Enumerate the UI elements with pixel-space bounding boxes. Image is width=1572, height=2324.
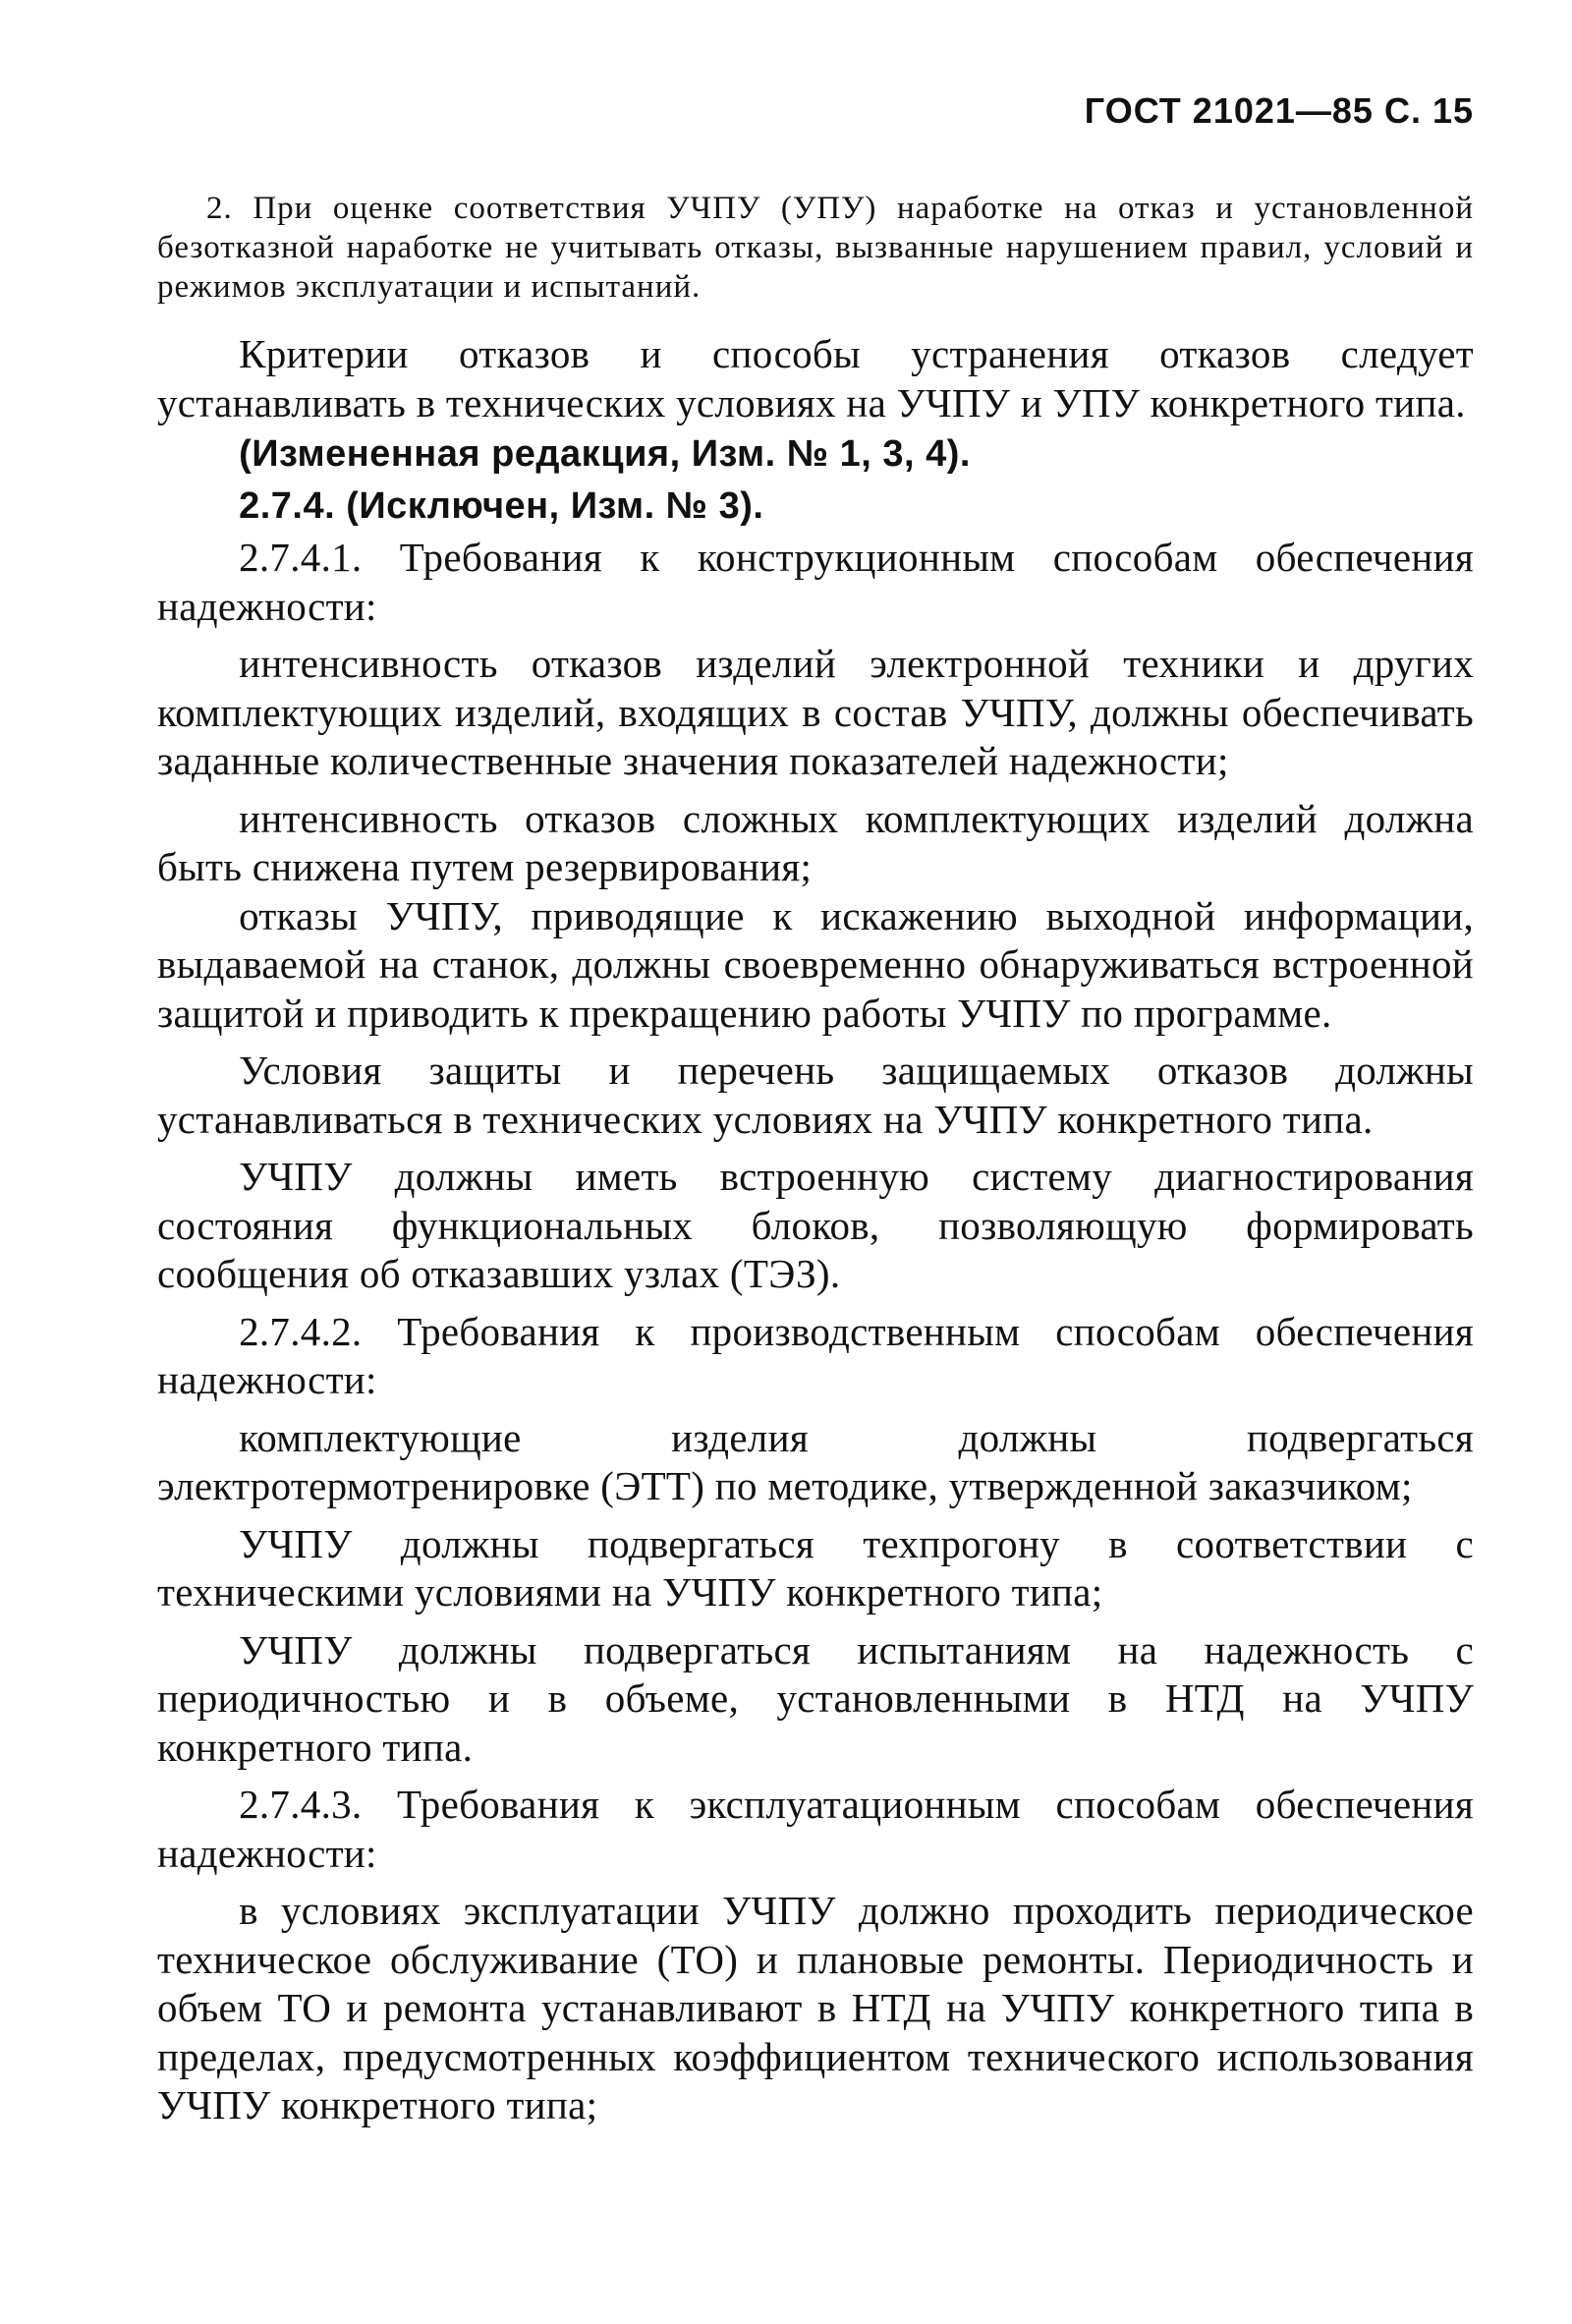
list-item-maintenance: в условиях эксплуатации УЧПУ должно проходить периодическое техническое обслуживание (ТО) и плановые ремонты. Периодичность и объем ТО и ремонта устанавливают в НТД на УЧПУ конкретного типа в пределах, предусмотренных коэффициентом технического использования УЧПУ конкретного типа;	[157, 1888, 1474, 2127]
clause-2-7-4: 2.7.4. (Исключен, Изм. № 3).	[239, 484, 764, 527]
paragraph-failure-criteria: Критерии отказов и способы устранения отказов следует устанавливать в технических условиях на УЧПУ и УПУ конкретного типа.	[157, 331, 1474, 425]
clause-2-7-4-1: 2.7.4.1. Требования к конструкционным способам обеспечения надежности:	[157, 535, 1474, 629]
list-item-failure-intensity: интенсивность отказов изделий электронной техники и других комплектующих изделий, входящих в состав УЧПУ, должны обеспечивать заданные количественные значения показателей надежности;	[157, 641, 1474, 783]
list-item-test-run: УЧПУ должны подвергаться техпрогону в соответствии с техническими условиями на УЧПУ конкретного типа;	[157, 1520, 1474, 1615]
page-header: ГОСТ 21021—85 С. 15	[1084, 90, 1474, 131]
footnote-paragraph: 2. При оценке соответствия УЧПУ (УПУ) наработке на отказ и установленной безотказной наработке не учитывать отказы, вызванные нарушением правил, условий и режимов эксплуатации и испытаний.	[157, 191, 1474, 305]
clause-2-7-4-2: 2.7.4.2. Требования к производственным способам обеспечения надежности:	[157, 1308, 1474, 1402]
amendment-note: (Измененная редакция, Изм. № 1, 3, 4).	[239, 433, 971, 475]
list-item-output-distortion: отказы УЧПУ, приводящие к искажению выходной информации, выдаваемой на станок, должны своевременно обнаруживаться встроенной защитой и приводить к прекращению работы УЧПУ по программе.	[157, 892, 1474, 1036]
clause-2-7-4-3: 2.7.4.3. Требования к эксплуатационным способам обеспечения надежности:	[157, 1782, 1474, 1876]
main-text	[157, 330, 1474, 2130]
list-item-redundancy: интенсивность отказов сложных комплектующих изделий должна быть снижена путем резервирования;	[157, 795, 1474, 889]
list-item-burn-in: комплектующие изделия должны подвергаться электротермотренировке (ЭТТ) по методике, утвержденной заказчиком;	[157, 1414, 1474, 1508]
paragraph-protection-conditions: Условия защиты и перечень защищаемых отказов должны устанавливаться в технических условиях на УЧПУ конкретного типа.	[157, 1048, 1474, 1142]
paragraph-diagnostics: УЧПУ должны иметь встроенную систему диагностирования состояния функциональных блоков, позволяющую формировать сообщения об отказавших узлах (ТЭЗ).	[157, 1154, 1474, 1296]
list-item-reliability-tests: УЧПУ должны подвергаться испытаниям на надежность с периодичностью и в объеме, установленными в НТД на УЧПУ конкретного типа.	[157, 1626, 1474, 1770]
